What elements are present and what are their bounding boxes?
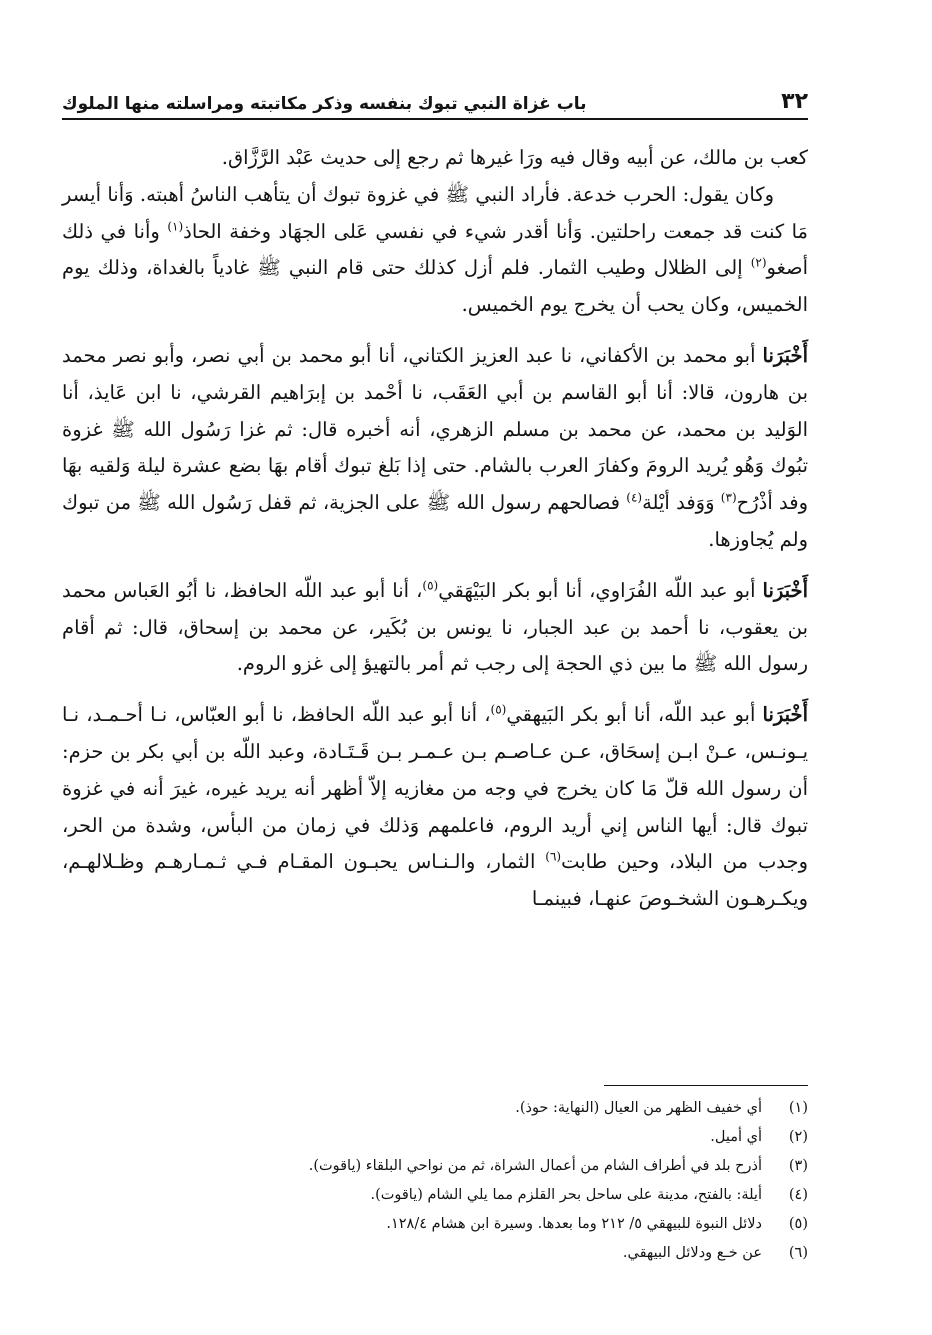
footnote (62, 1152, 808, 1181)
text-line: إسحاق، قال: ثم أقام رسول الله ﷺ ما بين ذي الحجة إلى رجب ثم أمر بالتهيؤ إلى غزو (62, 615, 808, 676)
text-line: أظهر أنه يريد غيره، غيرَ أنه في غزوة تبوك قال: أيها الناس إني أريد الروم، فاعلمهم (62, 776, 808, 837)
paragraph-3 (62, 338, 808, 559)
page-title: باب غزاة النبي تبوك بنفسه وذكر مكاتبته ومراسلته منها الملوك (62, 94, 587, 114)
text-line: الثمار، (485, 850, 546, 874)
footnote-number: (١) (788, 1100, 808, 1116)
footnote-number: (٤) (788, 1187, 808, 1203)
footnote-number: (٣) (788, 1158, 808, 1174)
footnote-text: دلائل النبوة للبيهقي ٥/ ٢١٢ وما بعدها. وسيرة ابن هشام ١٢٨/٤. (386, 1216, 762, 1232)
text-line: النبي ﷺ غادياً بالغداة، وذلك يوم الخميس، وكان يحب أن يخرج يوم الخميس. (62, 256, 808, 317)
footnote-ref: (٣) (720, 490, 737, 505)
footnote-number: (٢) (788, 1129, 808, 1145)
footnote-text: أي أميل. (710, 1129, 762, 1145)
text-line: وأنا في ذلك أصغو (62, 219, 808, 280)
text-line: ، أنا أبو عبد اللّه الحافظ، نا (204, 578, 423, 602)
text-line: أبُو العَباس محمد بن يعقوب، نا أحمد بن عبد الجبار، نا يونس بن بُكَير، عن محمد بن (62, 578, 809, 639)
text-line: والـنـاس يحبـون المقـام فـي ثـمـارهـم وظـلالهـم، ويكـرهـون الشخـوصَ عنهـا، فبينمـا (62, 850, 808, 911)
text-line: إلى الظلال وطيب الثمار. فلم أزل كذلك حتى قام (336, 256, 751, 280)
text-line: وخفة الحاذ (183, 219, 272, 243)
text-line: أبو عبد اللّه، أنا أبو بكر البَيهقي (506, 703, 763, 727)
akhbarana-keyword: أَخْبَرَنا (762, 578, 808, 602)
footnote-text: عن خـع ودلائل البيهقي. (622, 1245, 762, 1261)
text-line: وَذلك في زمان من البأس، وشدة من الحر، وجدب من البلاد، وحين طابت (62, 813, 809, 874)
footnote-number: (٦) (788, 1245, 808, 1261)
footnote (62, 1239, 808, 1268)
paragraph-5 (62, 697, 808, 918)
main-text (62, 140, 808, 918)
text-line: إذا بَلغ تبوك أقام بهَا بضع عشرة ليلة وَلقيه بهَا وفد أذْرُح (62, 454, 808, 515)
text-line: رسول الله ﷺ على الجزية، ثم قفل رَسُول الله ﷺ من تبوك ولم يُجاوزها. (62, 491, 808, 551)
text-line: أهبته. وَأنا أيسر مَا كنت قد جمعت راحلتين. وَأنا أقدر شيء في نفسي عَلى الجهَاد (62, 182, 809, 243)
footnote-ref: (٢) (750, 255, 767, 270)
page-number: ٣٢ (781, 89, 808, 114)
footnote-ref: (٥) (490, 702, 507, 717)
footnotes (62, 1094, 808, 1268)
text-line: كعب بن مالك، عن أبيه وقال فيه ورَا غيرها ثم رجع إلى حديث عَبْد الرَّزَّاق. (221, 146, 808, 169)
running-header (62, 80, 808, 120)
footnote-text: أذرح بلد في أطراف الشام من أعمال الشراة، ثم من نواحي البلقاء (ياقوت). (308, 1158, 762, 1174)
text-line: فصالحهم (547, 491, 627, 515)
footnote-text: أي خفيف الظهر من العيال (النهاية: حوذ). (515, 1100, 762, 1116)
footnote-separator (604, 1085, 808, 1086)
text-line: العبّاس، نـا أحـمـد، نـا يـونـس، عـنْ ابـن إسحَاق، عـن عـاصـم بـن عـمـر بـن قَـتَـادة، (62, 703, 808, 763)
footnote-ref: (١) (167, 219, 184, 234)
text-line: وعبد اللّه بن أبي بكر بن حزم: أن رسول الله قلّ مَا كان يخرج في وجه من مغازيه إلاّ (62, 739, 808, 800)
text-line: وَوَفد أيْلة (642, 491, 721, 515)
footnote (62, 1094, 808, 1123)
text-line: وكان يقول: الحرب خدعة. فأراد النبي ﷺ في غزوة تبوك أن يتأهب الناسُ (190, 182, 775, 206)
text-line: أخبره قال: ثم غزا رَسُول الله ﷺ غزوة تبُوك وَهُو يُريد الرومَ وكفارَ العرب بالشام. حتى (62, 417, 808, 478)
footnote-text: أيلة: بالفتح، مدينة على ساحل بحر القلزم مما يلي الشام (ياقوت). (370, 1187, 762, 1203)
footnote-ref: (٥) (422, 578, 439, 593)
footnote (62, 1123, 808, 1152)
footnote-ref: (٤) (626, 490, 643, 505)
footnote (62, 1181, 808, 1210)
akhbarana-keyword: أَخْبَرَنا (762, 343, 809, 367)
text-line: الروم. (236, 652, 287, 676)
footnote-number: (٥) (788, 1216, 808, 1232)
paragraph-4 (62, 573, 808, 683)
text-line: أبو عبد اللّه الفُرَاوي، أنا أبو بكر البَيْهَقي (438, 578, 763, 602)
text-line: أبو محمد بن الأكفاني، نا عبد العزيز الكتاني، أنا أبو محمد بن أبي (237, 343, 763, 367)
akhbarana-keyword: أَخْبَرَنا (762, 703, 808, 727)
footnote (62, 1210, 808, 1239)
text-line: إبرَاهيم القرشي، نا ابن عَايذ، أنا الوَليد بن محمد، عن محمد بن مسلم الزهري، أنه (62, 380, 809, 441)
footnote-ref: (٦) (545, 849, 562, 864)
paragraph-1 (62, 140, 808, 177)
text-line: نصر، وأبو نصر محمد بن هارون، قالا: أنا أبو القاسم بن أبي العَقَب، نا أحْمد بن (62, 343, 808, 404)
paragraph-2 (62, 177, 808, 324)
text-line: ، أنا أبو عبد اللّه الحافظ، نا أبو (244, 703, 491, 727)
